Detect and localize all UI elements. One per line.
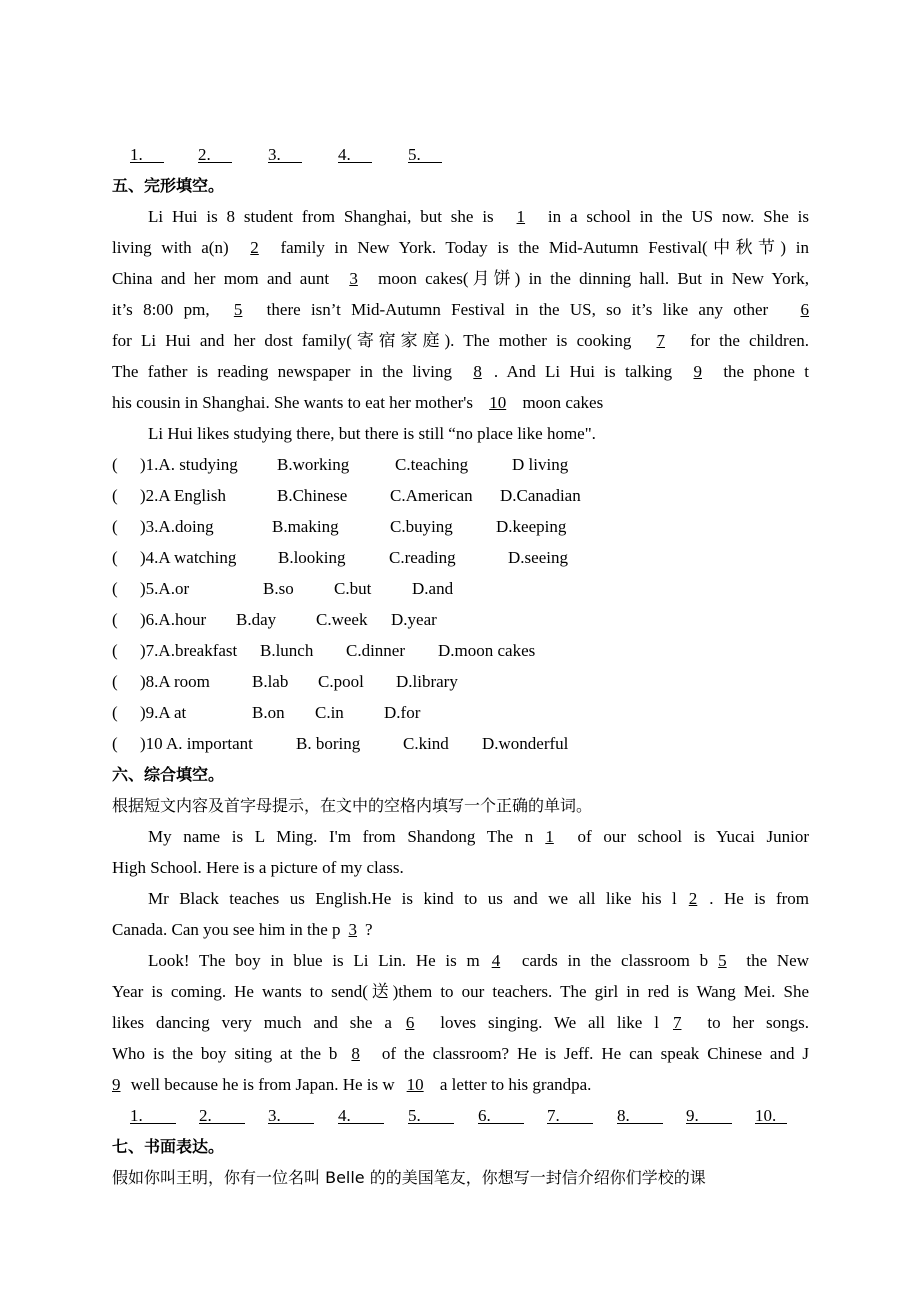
question-paren[interactable]: (: [112, 455, 118, 474]
answer-label: 9.: [686, 1106, 699, 1125]
question-stem-option-a: )4.A watching: [140, 548, 237, 567]
cloze-blank: 3: [349, 269, 358, 288]
cloze-blank: 9: [693, 362, 702, 381]
option-d: D.wonderful: [482, 734, 569, 753]
question-stem-option-a: )5.A.or: [140, 579, 190, 598]
option-d: D.seeing: [508, 548, 568, 567]
question-paren[interactable]: (: [112, 703, 118, 722]
cloze-blank: 8: [351, 1044, 360, 1063]
passage-line: Canada. Can you see him in the p 3 ?: [112, 920, 373, 939]
answer-blank[interactable]: [130, 1104, 176, 1124]
answer-blank[interactable]: [617, 1104, 663, 1124]
option-d: D.and: [412, 579, 454, 598]
option-d: D living: [512, 455, 569, 474]
option-c: C.buying: [390, 517, 453, 536]
passage-line: it’s 8:00 pm, 5 there isn’t Mid-Autumn Festival in the US, so it’s like any other 6: [112, 300, 809, 319]
passage-line: Li Hui likes studying there, but there is still “no place like home".: [148, 424, 596, 443]
answer-label: 1.: [130, 1106, 143, 1125]
answer-blank[interactable]: [755, 1104, 787, 1124]
answer-blank[interactable]: [408, 143, 442, 163]
passage-line: The father is reading newspaper in the living 8 . And Li Hui is talking 9 the phone t: [112, 362, 810, 381]
question-paren[interactable]: (: [112, 672, 118, 691]
answer-blank[interactable]: [199, 1104, 245, 1124]
answer-label: 10.: [755, 1106, 777, 1125]
question-stem-option-a: )6.A.hour: [140, 610, 207, 629]
question-paren[interactable]: (: [112, 734, 118, 753]
question-row: [112, 453, 809, 477]
option-b: B.lunch: [260, 641, 314, 660]
cloze-blank: 10: [489, 393, 507, 412]
option-b: B.on: [252, 703, 285, 722]
question-row: [112, 484, 809, 508]
cloze-blank: 2: [688, 889, 698, 908]
option-c: C.but: [334, 579, 372, 598]
answer-label: 4.: [338, 1106, 351, 1125]
option-d: D.year: [391, 610, 437, 629]
answer-label: 3.: [268, 1106, 281, 1125]
answer-row-top: [112, 143, 809, 167]
question-paren[interactable]: (: [112, 486, 118, 505]
option-c: C.American: [390, 486, 473, 505]
option-b: B.making: [272, 517, 339, 536]
option-b: B.looking: [278, 548, 346, 567]
option-c: C.kind: [403, 734, 449, 753]
passage-line: Year is coming. He wants to send(送)them to our teachers. The girl in red is Wang Mei. She: [112, 982, 809, 1001]
question-paren[interactable]: (: [112, 641, 118, 660]
cloze-blank: 7: [672, 1013, 682, 1032]
option-c: C.week: [316, 610, 368, 629]
question-paren[interactable]: (: [112, 610, 118, 629]
question-stem-option-a: )9.A at: [140, 703, 187, 722]
section-heading: 五、完形填空。: [112, 176, 225, 195]
cloze-blank: 3: [348, 920, 358, 939]
option-d: D.library: [396, 672, 458, 691]
answer-label: 4.: [338, 145, 351, 164]
passage-line: High School. Here is a picture of my class.: [112, 858, 404, 877]
option-b: B.lab: [252, 672, 289, 691]
passage-line: his cousin in Shanghai. She wants to eat her mother's 10 moon cakes: [112, 393, 604, 412]
cloze-blank: 9: [112, 1075, 121, 1094]
answer-blank[interactable]: [686, 1104, 732, 1124]
question-stem-option-a: )7.A.breakfast: [140, 641, 238, 660]
option-d: D.moon cakes: [438, 641, 536, 660]
answer-label: 8.: [617, 1106, 630, 1125]
answer-blank[interactable]: [268, 143, 302, 163]
answer-blank[interactable]: [478, 1104, 524, 1124]
answer-label: 3.: [268, 145, 281, 164]
question-paren[interactable]: (: [112, 517, 118, 536]
cloze-blank: 6: [800, 300, 809, 319]
question-stem-option-a: )1.A. studying: [140, 455, 238, 474]
answer-blank[interactable]: [408, 1104, 454, 1124]
answer-blank[interactable]: [338, 1104, 384, 1124]
question-row: [112, 577, 809, 601]
cloze-blank: 5: [233, 300, 243, 319]
passage-line: Mr Black teaches us English.He is kind to us and we all like his l 2 . He is from: [148, 889, 809, 908]
answer-label: 5.: [408, 1106, 421, 1125]
answer-label: 2.: [198, 145, 211, 164]
option-b: B.day: [236, 610, 277, 629]
question-row: [112, 701, 809, 725]
option-c: C.dinner: [346, 641, 406, 660]
question-row: [112, 670, 809, 694]
passage-line: for Li Hui and her dost family(寄宿家庭). The mother is cooking 7 for the children.: [112, 331, 809, 350]
cloze-blank: 4: [491, 951, 501, 970]
answer-label: 1.: [130, 145, 143, 164]
question-stem-option-a: )8.A room: [140, 672, 210, 691]
answer-blank[interactable]: [268, 1104, 314, 1124]
question-row: [112, 608, 809, 632]
option-c: C.teaching: [395, 455, 469, 474]
answer-label: 5.: [408, 145, 421, 164]
option-d: D.for: [384, 703, 421, 722]
question-row: [112, 546, 809, 570]
passage-line: Li Hui is 8 student from Shanghai, but she is 1 in a school in the US now. She is: [148, 207, 810, 226]
section-heading: 七、书面表达。: [112, 1137, 225, 1156]
instruction: 根据短文内容及首字母提示，在文中的空格内填写一个正确的单词。: [112, 796, 593, 815]
answer-blank[interactable]: [338, 143, 372, 163]
question-row: [112, 515, 809, 539]
question-stem-option-a: )2.A English: [140, 486, 226, 505]
question-stem-option-a: )3.A.doing: [140, 517, 214, 536]
answer-label: 2.: [199, 1106, 212, 1125]
cloze-blank: 2: [250, 238, 259, 257]
passage-line: Look! The boy in blue is Li Lin. He is m 4 cards in the classroom b 5 the New: [148, 951, 809, 970]
answer-row: [112, 1104, 809, 1128]
answer-blank[interactable]: [130, 143, 164, 163]
passage-line: 9 well because he is from Japan. He is w 10 a letter to his grandpa.: [112, 1075, 592, 1094]
cloze-blank: 5: [718, 951, 727, 970]
option-b: B.Chinese: [277, 486, 348, 505]
option-c: C.pool: [318, 672, 364, 691]
cloze-blank: 10: [406, 1075, 424, 1094]
question-row: [112, 732, 809, 756]
passage-line: My name is L Ming. I'm from Shandong The n 1 of our school is Yucai Junior: [148, 827, 809, 846]
cloze-blank: 1: [545, 827, 554, 846]
question-paren[interactable]: (: [112, 548, 118, 567]
question-paren[interactable]: (: [112, 579, 118, 598]
answer-blank[interactable]: [547, 1104, 593, 1124]
section-heading: 六、综合填空。: [112, 765, 225, 784]
option-c: C.reading: [389, 548, 456, 567]
writing-prompt: 假如你叫王明，你有一位名叫 Belle 的的美国笔友，你想写一封信介绍你们学校的课: [112, 1168, 706, 1187]
cloze-blank: 7: [656, 331, 665, 350]
passage-line: living with a(n) 2 family in New York. Today is the Mid-Autumn Festival(中秋节) in: [112, 238, 809, 257]
option-b: B.so: [263, 579, 294, 598]
answer-label: 7.: [547, 1106, 560, 1125]
option-d: D.Canadian: [500, 486, 581, 505]
option-b: B. boring: [296, 734, 361, 753]
option-c: C.in: [315, 703, 344, 722]
cloze-blank: 1: [516, 207, 526, 226]
passage-line: Who is the boy siting at the b 8 of the classroom? He is Jeff. He can speak Chinese and J: [112, 1044, 809, 1063]
option-d: D.keeping: [496, 517, 567, 536]
passage-line: likes dancing very much and she a 6 loves singing. We all like l 7 to her songs.: [112, 1013, 809, 1032]
passage-line: China and her mom and aunt 3 moon cakes(月饼) in the dinning hall. But in New York,: [112, 269, 809, 288]
answer-label: 6.: [478, 1106, 491, 1125]
cloze-blank: 6: [405, 1013, 415, 1032]
question-stem-option-a: )10 A. important: [140, 734, 253, 753]
cloze-blank: 8: [473, 362, 482, 381]
option-b: B.working: [277, 455, 350, 474]
question-row: [112, 639, 809, 663]
answer-blank[interactable]: [198, 143, 232, 163]
